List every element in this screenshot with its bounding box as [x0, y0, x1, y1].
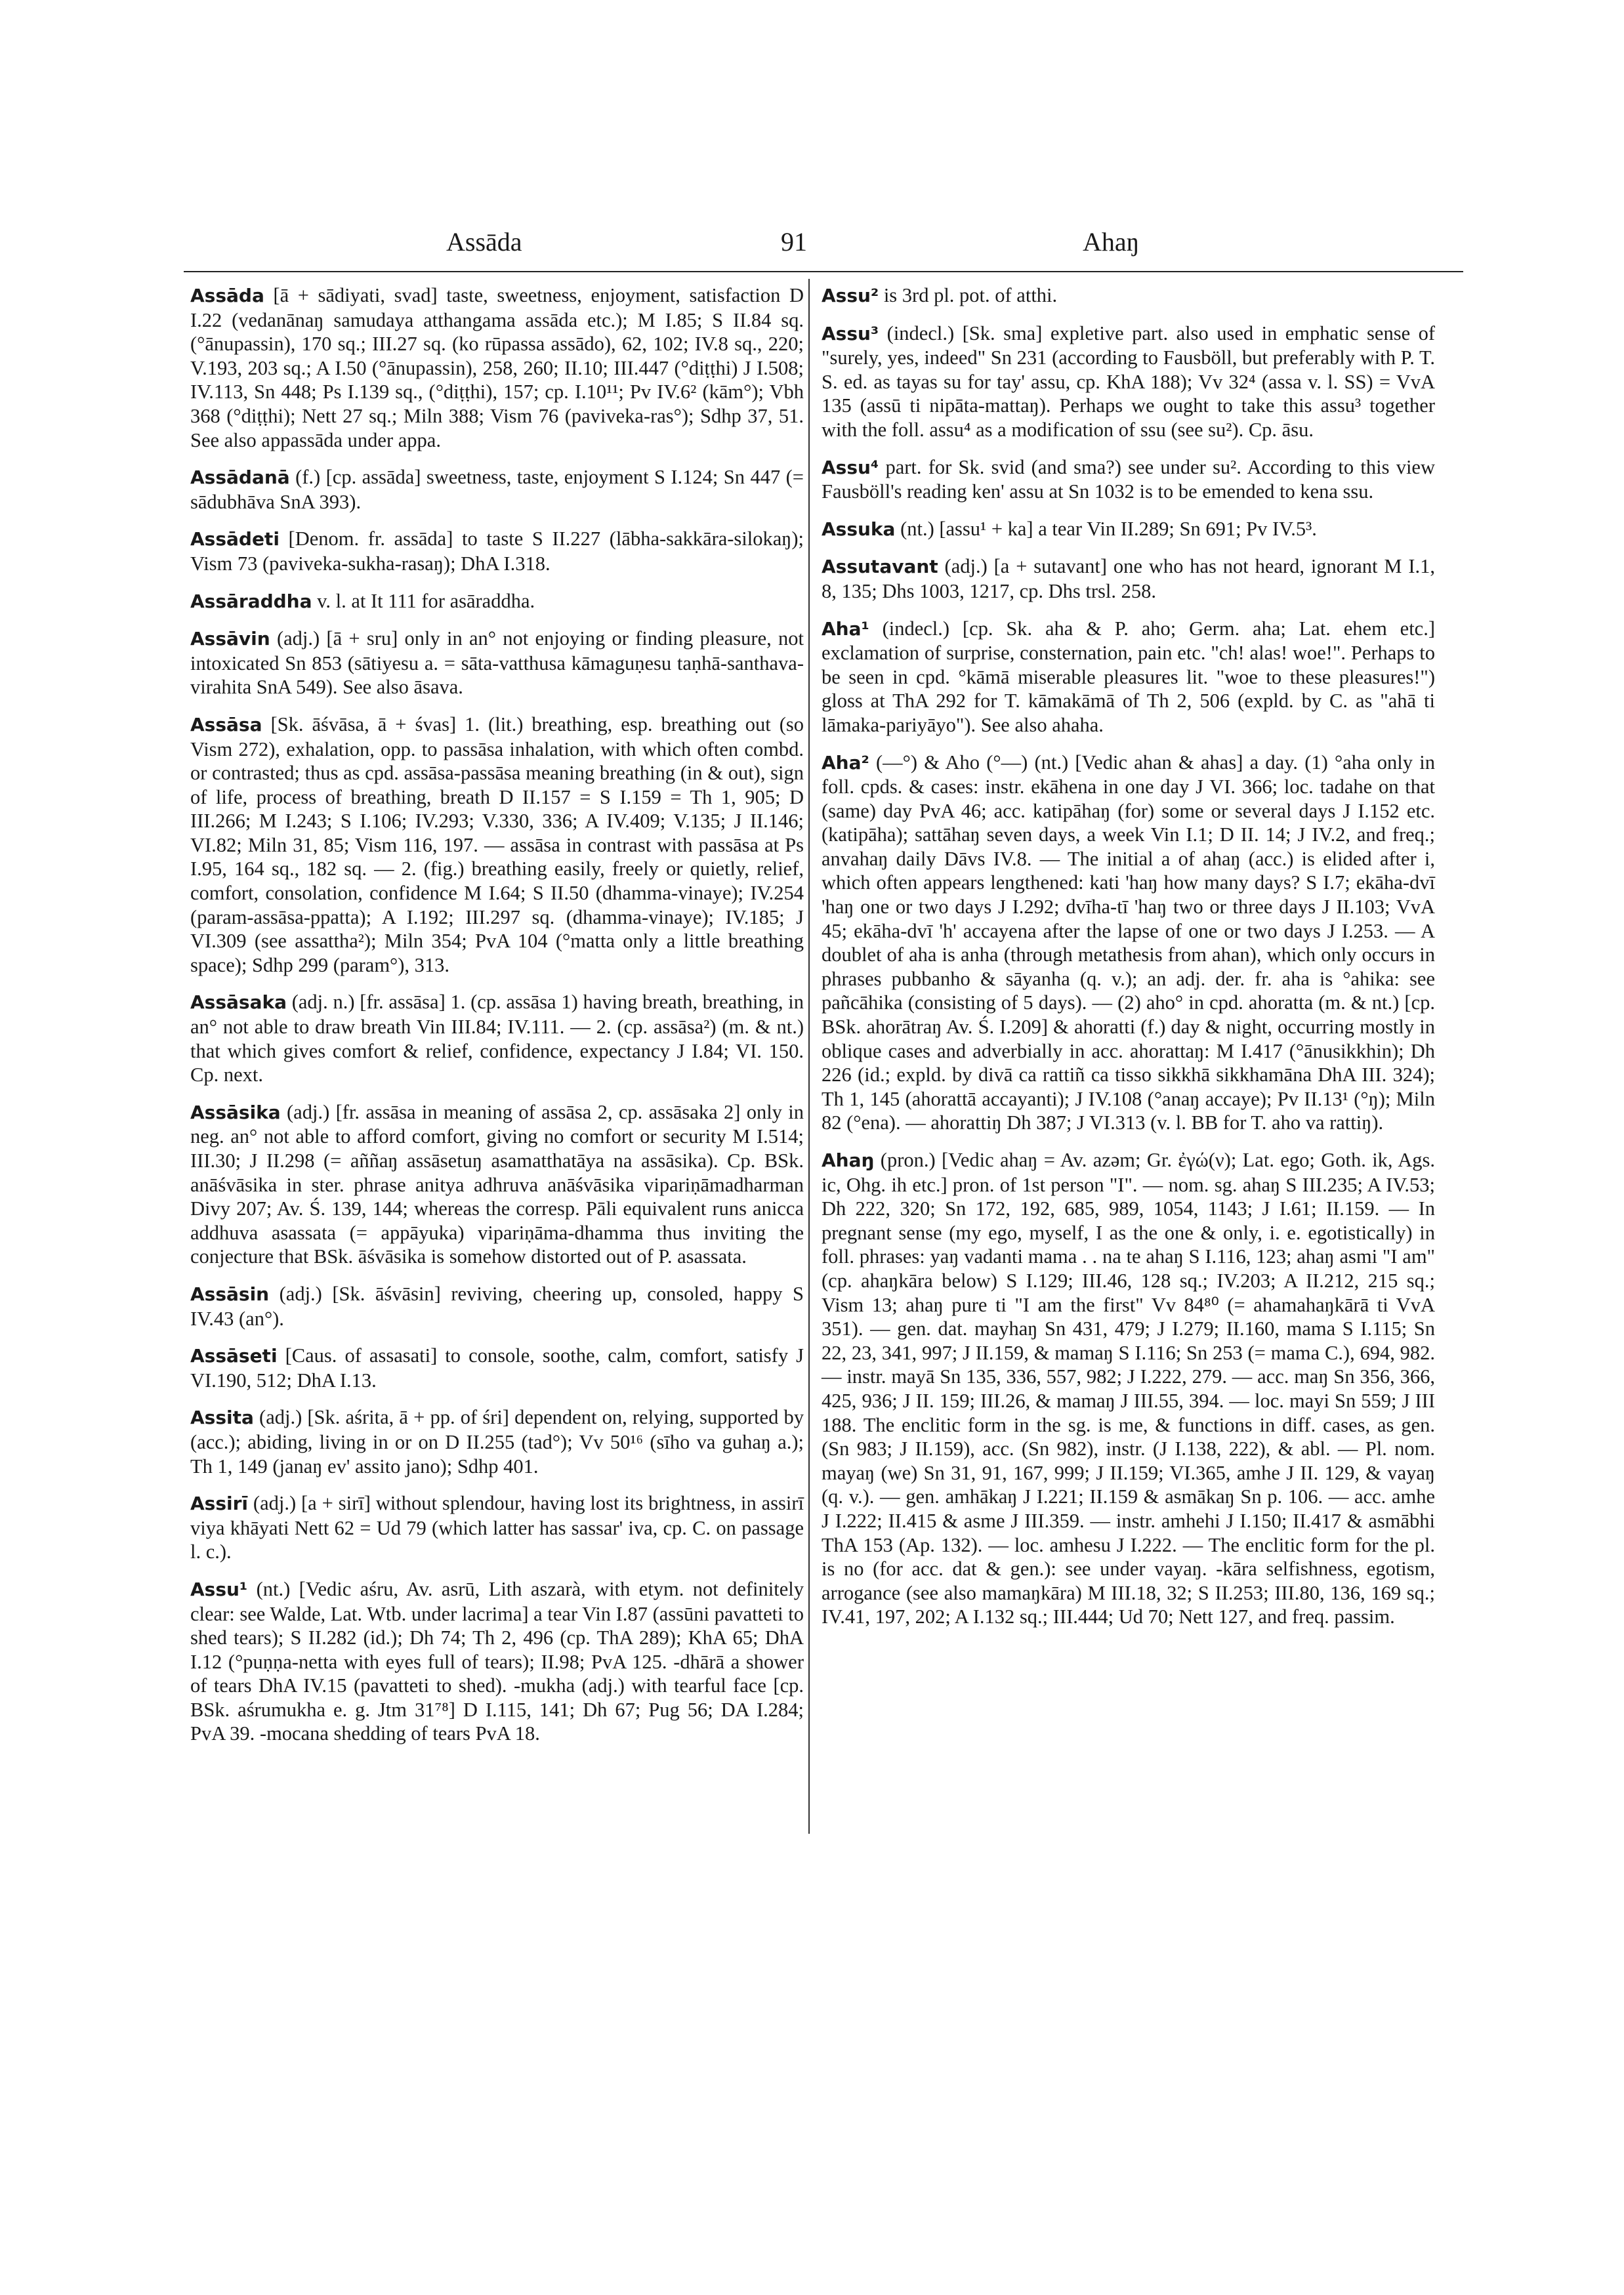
dictionary-entry	[190, 527, 804, 575]
entry-text: [ā + sādiyati, svad] taste, sweetness, enjoyment, satisfaction D I.22 (vedanānaŋ samudaya atthangama assāda etc.); M I.85; S II.84 sq. (°ānupassin), 170 sq.; III.27 sq. (ko rūpassa assādo), 62, 102; IV.8 sq., 220; V.193, 203 sq.; A I.50 (°ānupassin), 258, 260; II.10; III.447 (°diṭṭhi) J I.508; IV.113, Sn 448; Ps I.139 sq., (°diṭṭhi), 157; cp. I.10¹¹; Pv IV.6² (kām°); Vbh 368 (°diṭṭhi); Nett 27 sq.; Miln 388; Vism 76 (paviveka-ras°); Sdhp 37, 51. See also appassāda under appa.	[190, 284, 804, 451]
headword: Assu⁴	[822, 456, 879, 478]
headword: Assādeti	[190, 528, 280, 550]
headword: Ahaŋ	[822, 1149, 875, 1171]
headword: Aha²	[822, 751, 869, 774]
headword: Assāda	[190, 285, 264, 306]
entry-text: part. for Sk. svid (and sma?) see under su². According to this view Fausböll's reading ken' assu at Sn 1032 is to be emended to kena ssu.	[822, 455, 1435, 503]
header-left-guideword: Assāda	[446, 227, 522, 257]
dictionary-entry	[190, 1282, 804, 1331]
dictionary-entry	[190, 627, 804, 699]
dictionary-entry	[822, 617, 1435, 737]
headword: Aha¹	[822, 617, 869, 640]
page-number: 91	[781, 227, 807, 257]
dictionary-entry	[822, 751, 1435, 1136]
dictionary-entry	[190, 1577, 804, 1746]
headword: Assu¹	[190, 1578, 248, 1600]
entry-text: (pron.) [Vedic ahaŋ = Av. azəm; Gr. ἐγώ(ν); Lat. ego; Goth. ik, Ags. ic, Ohg. ih etc.] pron. of 1st person "I". — nom. sg. ahaŋ S III.235; A IV.53; Dh 222, 320; Sn 172, 192, 685, 989, 1054, 1143; J I.61; II.159. — In pregnant sense (my ego, myself, I as the one & only, i. e. egotistically) in foll. phrases: yaŋ vadanti mama . . na te ahaŋ S I.116, 123; ahaŋ asmi "I am" (cp. ahaŋkāra below) S I.129; III.46, 128 sq.; IV.203; A II.212, 215 sq.; Vism 13; ahaŋ pure ti "I am the first" Vv 84⁸⁰ (= ahamahaŋkārā ti VvA 351). — gen. dat. mayhaŋ Sn 431, 479; J I.279; II.160, mama S I.115; Sn 22, 23, 341, 997; J II.159, & mamaŋ S I.116; Sn 253 (= mama C.), 694, 982. — instr. mayā Sn 135, 336, 557, 982; J I.222, 279. — acc. maŋ Sn 356, 366, 425, 936; J II. 159; III.26, & mamaŋ J III.55, 394. — loc. mayi Sn 559; J III 188. The enclitic form in the sg. is me, & functions in diff. cases, as gen. (Sn 983; J II.159), acc. (Sn 982), instr. (J I.138, 222), & abl. — Pl. nom. mayaŋ (we) Sn 31, 91, 167, 999; J II.159; VI.365, amhe J II. 129, & vayaŋ (q. v.). — gen. amhākaŋ J I.221; II.159 & asmākaŋ Sn p. 106. — acc. amhe J I.222; II.415 & asme J III.359. — instr. amhehi J I.150; II.417 & asmābhi ThA 153 (Ap. 132). — loc. amhesu J I.222. — The enclitic form for the pl. is no (for acc. dat & gen.): see under vayaŋ. -kāra selfishness, egotism, arrogance (see also mamaŋkāra) M III.18, 32; S II.253; III.80, 136, 169 sq.; IV.41, 197, 202; A I.132 sq.; III.444; Ud 70; Nett 127, and freq. passim.	[822, 1149, 1435, 1628]
entry-text: (indecl.) [cp. Sk. aha & P. aho; Germ. aha; Lat. ehem etc.] exclamation of surprise, consternation, pain etc. "ch! alas! woe!". Perhaps to be seen in cpd. °kāmā miserable pleasures lit. "woe to these pleasures!") gloss at ThA 292 for T. kāmakāmā of Th 2, 506 (expld. by C. as "ahā ti lāmaka-pariyāyo"). See also ahaha.	[822, 617, 1435, 736]
dictionary-entry	[822, 455, 1435, 504]
entry-text: (nt.) [assu¹ + ka] a tear Vin II.289; Sn 691; Pv IV.5³.	[895, 517, 1317, 540]
dictionary-entry	[190, 1491, 804, 1564]
headword: Assutavant	[822, 556, 938, 578]
column-divider	[808, 279, 810, 1834]
dictionary-entry	[190, 990, 804, 1086]
entry-text: (adj.) [Sk. aśrita, ā + pp. of śri] dependent on, relying, supported by (acc.); abiding, living in or on D II.255 (tad°); Vv 50¹⁶ (sīho va guhaŋ a.); Th 1, 149 (janaŋ ev' assito jano); Sdhp 401.	[190, 1406, 804, 1478]
header-rule	[184, 271, 1463, 272]
dictionary-entry	[190, 283, 804, 452]
dictionary-entry	[822, 1148, 1435, 1629]
entry-text: [Sk. āśvāsa, ā + śvas] 1. (lit.) breathing, esp. breathing out (so Vism 272), exhalation, opp. to passāsa inhalation, with which often combd. or contrasted; thus as cpd. assāsa-passāsa meaning breathing (in & out), sign of life, process of breathing, breath D II.157 = S I.159 = Th 1, 905; D III.266; M I.243; S I.106; IV.293; V.330, 336; A IV.409; V.135; J II.146; VI.82; Miln 31, 85; Vism 116, 197. — assāsa in contrast with passāsa at Ps I.95, 164 sq., 182 sq. — 2. (fig.) breathing easily, freely or quietly, relief, comfort, consolation, confidence M I.64; S II.50 (dhamma-vinaye); IV.254 (param-assāsa-ppatta); A I.192; III.297 sq. (dhamma-vinaye); IV.185; J VI.309 (see assattha²); Miln 354; PvA 104 (°matta only a little breathing space); Sdhp 299 (param°), 313.	[190, 713, 804, 976]
entry-text: is 3rd pl. pot. of atthi.	[879, 284, 1058, 306]
dictionary-entry	[190, 465, 804, 514]
headword: Assu³	[822, 322, 879, 344]
headword: Assāvin	[190, 628, 270, 650]
entry-text: (adj.) [ā + sru] only in an° not enjoying or finding pleasure, not intoxicated Sn 853 (sātiyesu a. = sāta-vatthusa kāmaguṇesu taṇhā-santhava-virahita SnA 549). See also āsava.	[190, 627, 804, 699]
entry-text: [Caus. of assasati] to console, soothe, calm, comfort, satisfy J VI.190, 512; DhA I.13.	[190, 1344, 804, 1392]
entry-text: [Denom. fr. assāda] to taste S II.227 (lābha-sakkāra-silokaŋ); Vism 73 (paviveka-sukha-rasaŋ); DhA I.318.	[190, 527, 804, 575]
entry-text: v. l. at It 111 for asāraddha.	[312, 589, 535, 612]
header-right-guideword: Ahaŋ	[1083, 227, 1140, 257]
headword: Assāraddha	[190, 590, 312, 612]
headword: Assāsika	[190, 1101, 281, 1123]
right-column	[822, 283, 1435, 1642]
headword: Assāsin	[190, 1283, 270, 1305]
headword: Assādanā	[190, 466, 290, 489]
entry-text: (adj.) [Sk. āśvāsin] reviving, cheering up, consoled, happy S IV.43 (an°).	[190, 1282, 804, 1330]
entry-text: (f.) [cp. assāda] sweetness, taste, enjoyment S I.124; Sn 447 (= sādubhāva SnA 393).	[190, 466, 804, 513]
headword: Assāsa	[190, 713, 262, 735]
dictionary-entry	[190, 1405, 804, 1478]
entry-text: (adj.) [a + sutavant] one who has not heard, ignorant M I.1, 8, 135; Dhs 1003, 1217, cp. Dhs trsl. 258.	[822, 555, 1435, 602]
dictionary-entry	[822, 283, 1435, 308]
dictionary-entry	[190, 589, 804, 614]
headword: Assāsaka	[190, 991, 287, 1014]
left-column	[190, 283, 804, 1759]
entry-text: (adj.) [fr. assāsa in meaning of assāsa 2, cp. assāsaka 2] only in neg. an° not able to afford comfort, giving no comfort or security M I.514; III.30; J II.298 (= aññaŋ assāsetuŋ asamatthatāya na assāsika). Cp. BSk. anāśvāsika in ster. phrase anitya adhruva anāśvāsika vipariṇāmadharman Divy 207; Av. Ś. 139, 144; whereas the corresp. Pāli equivalent runs anicca addhuva asassata (= appāyuka) vipariṇāma-dhamma thus inviting the conjecture that BSk. āśvāsika is somehow distorted out of P. asassata.	[190, 1100, 804, 1268]
headword: Assu²	[822, 285, 879, 306]
dictionary-entry	[822, 517, 1435, 542]
dictionary-entry	[190, 1344, 804, 1392]
headword: Assirī	[190, 1493, 249, 1515]
page-header	[184, 226, 1463, 266]
entry-text: (nt.) [Vedic aśru, Av. asrū, Lith aszarà, with etym. not definitely clear: see Walde, Lat. Wtb. under lacrima] a tear Vin I.87 (assūni pavatteti to shed tears); S II.282 (id.); Dh 74; Th 2, 496 (cp. ThA 289); KhA 65; DhA I.12 (°puṇṇa-netta with eyes full of tears); II.98; PvA 125. -dhārā a shower of tears DhA IV.15 (pavatteti to shed). -mukha (adj.) with tearful face [cp. BSk. aśrumukha e. g. Jtm 31⁷⁸] D I.115, 141; Dh 67; Pug 56; DA I.284; PvA 39. -mocana shedding of tears PvA 18.	[190, 1577, 804, 1745]
dictionary-entry	[190, 1100, 804, 1269]
entry-text: (indecl.) [Sk. sma] expletive part. also used in emphatic sense of "surely, yes, indeed" Sn 231 (according to Fausböll, but preferably with P. T. S. ed. as tayas su for tay' assu, cp. KhA 188); Vv 32⁴ (assa v. l. SS) = VvA 135 (assū ti nipāta-mattaŋ). Perhaps we ought to take this assu³ together with the foll. assu⁴ as a modification of ssu (see su²). Cp. āsu.	[822, 321, 1435, 441]
headword: Assuka	[822, 518, 896, 540]
dictionary-entry	[190, 713, 804, 978]
headword: Assāseti	[190, 1345, 278, 1367]
entry-text: (adj.) [a + sirī] without splendour, having lost its brightness, in assirī viya khāyati Nett 62 = Ud 79 (which latter has sassar' iva, cp. C. on passage l. c.).	[190, 1492, 804, 1563]
dictionary-entry	[822, 321, 1435, 442]
entry-text: (—°) & Aho (°—) (nt.) [Vedic ahan & ahas] a day. (1) °aha only in foll. cpds. & cases: instr. ekāhena in one day J VI. 366; loc. tadahe on that (same) day PvA 46; acc. katipāhaŋ (for) some or several days J I.152 etc. (katipāha); sattāhaŋ seven days, a week Vin I.1; D II. 14; J IV.2, and freq.; anvahaŋ daily Dāvs IV.8. — The initial a of ahaŋ (acc.) is elided after i, which often appears lengthened: kati 'haŋ how many days? S I.7; ekāha-dvī 'haŋ one or two days J I.292; dvīha-tī 'haŋ two or three days J II.103; VvA 45; ekāha-dvī 'h' accayena after the lapse of one or two days J I.253. — A doublet of aha is anha (through metathesis from ahan), which only occurs in phrases pubbanho & sāyanha (q. v.); an adj. der. fr. aha is °ahika: see pañcāhika (consisting of 5 days). — (2) aho° in cpd. ahoratta (m. & nt.) [cp. BSk. ahorātraŋ Av. Ś. I.209] & ahoratti (f.) day & night, occurring mostly in oblique cases and adverbially in acc. ahorattaŋ: M I.417 (°ānusikkhin); Dh 226 (id.; expld. by divā ca rattiñ ca tisso sikkhā sikkhamāna DhA III. 324); Th 1, 145 (ahorattā accayanti); J IV.108 (°anaŋ accaye); Pv II.13¹ (°ŋ); Miln 82 (°ena). — ahorattiŋ Dh 387; J VI.313 (v. l. BB for T. aho va rattiŋ).	[822, 751, 1435, 1134]
headword: Assita	[190, 1407, 254, 1429]
entry-text: (adj. n.) [fr. assāsa] 1. (cp. assāsa 1) having breath, breathing, in an° not able to draw breath Vin III.84; IV.111. — 2. (cp. assāsa²) (m. & nt.) that which gives comfort & relief, confidence, expectancy J I.84; VI. 150. Cp. next.	[190, 991, 804, 1086]
dictionary-entry	[822, 554, 1435, 603]
